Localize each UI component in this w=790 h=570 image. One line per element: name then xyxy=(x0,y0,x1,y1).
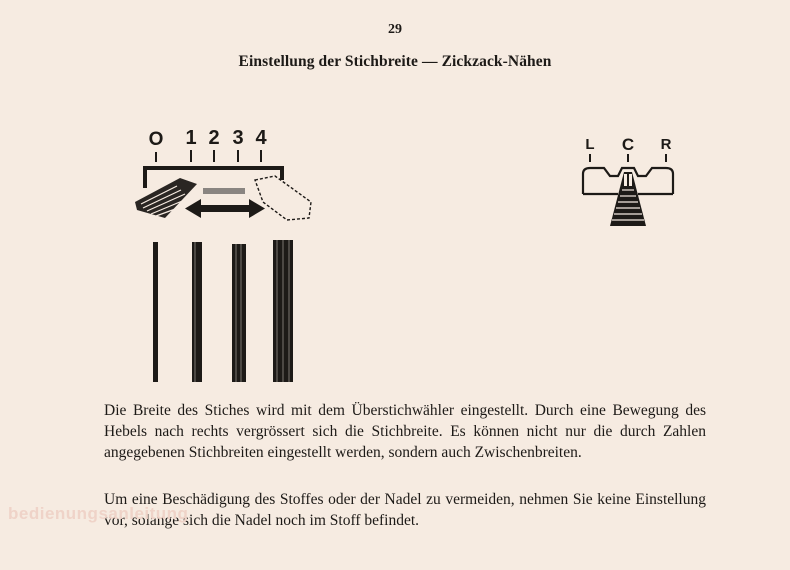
double-arrow-icon xyxy=(185,199,265,218)
paragraph-1 xyxy=(104,400,706,463)
stitch-sample-1 xyxy=(153,242,158,382)
needle-ticks xyxy=(590,154,666,162)
paragraph-1-text: Die Breite des Stiches wird mit dem Überstichwähler eingestellt. Durch eine Bewegung des Hebels nach rechts vergrössert sich die Stichbreite. Es können nicht nur die durch Zahlen angegebenen Stichbreiten eingestellt werden, sondern auch Zwischenbreiten. xyxy=(104,402,706,461)
page-title: Einstellung der Stichbreite — Zickzack-Nähen xyxy=(238,53,552,70)
paragraph-2 xyxy=(104,489,706,531)
paragraph-2-text: Um eine Beschädigung des Stoffes oder der Nadel zu vermeiden, nehmen Sie keine Einstellung vor, solange sich die Nadel noch im Stoff befindet. xyxy=(104,491,706,529)
needle-label-left: L xyxy=(585,136,595,153)
stitch-sample-2 xyxy=(192,242,202,382)
stitch-width-illustration xyxy=(125,120,325,390)
dial-indicator xyxy=(203,188,245,194)
width-label-1: 1 xyxy=(185,127,197,149)
page-number: 29 xyxy=(388,22,402,37)
needle-label-right: R xyxy=(660,136,672,153)
stitch-samples xyxy=(153,240,293,382)
watermark: bedienungsanleitung xyxy=(8,504,189,523)
needle-position-illustration xyxy=(570,128,690,233)
width-label-4: 4 xyxy=(255,127,267,149)
dial-ticks xyxy=(156,150,261,162)
lever-target-icon xyxy=(255,176,311,220)
needle-label-center: C xyxy=(621,135,635,154)
width-label-2: 2 xyxy=(208,127,220,149)
needle-knob-icon xyxy=(610,172,646,226)
width-label-3: 3 xyxy=(232,127,244,149)
width-label-0: O xyxy=(148,129,164,150)
stitch-sample-3 xyxy=(232,244,246,382)
